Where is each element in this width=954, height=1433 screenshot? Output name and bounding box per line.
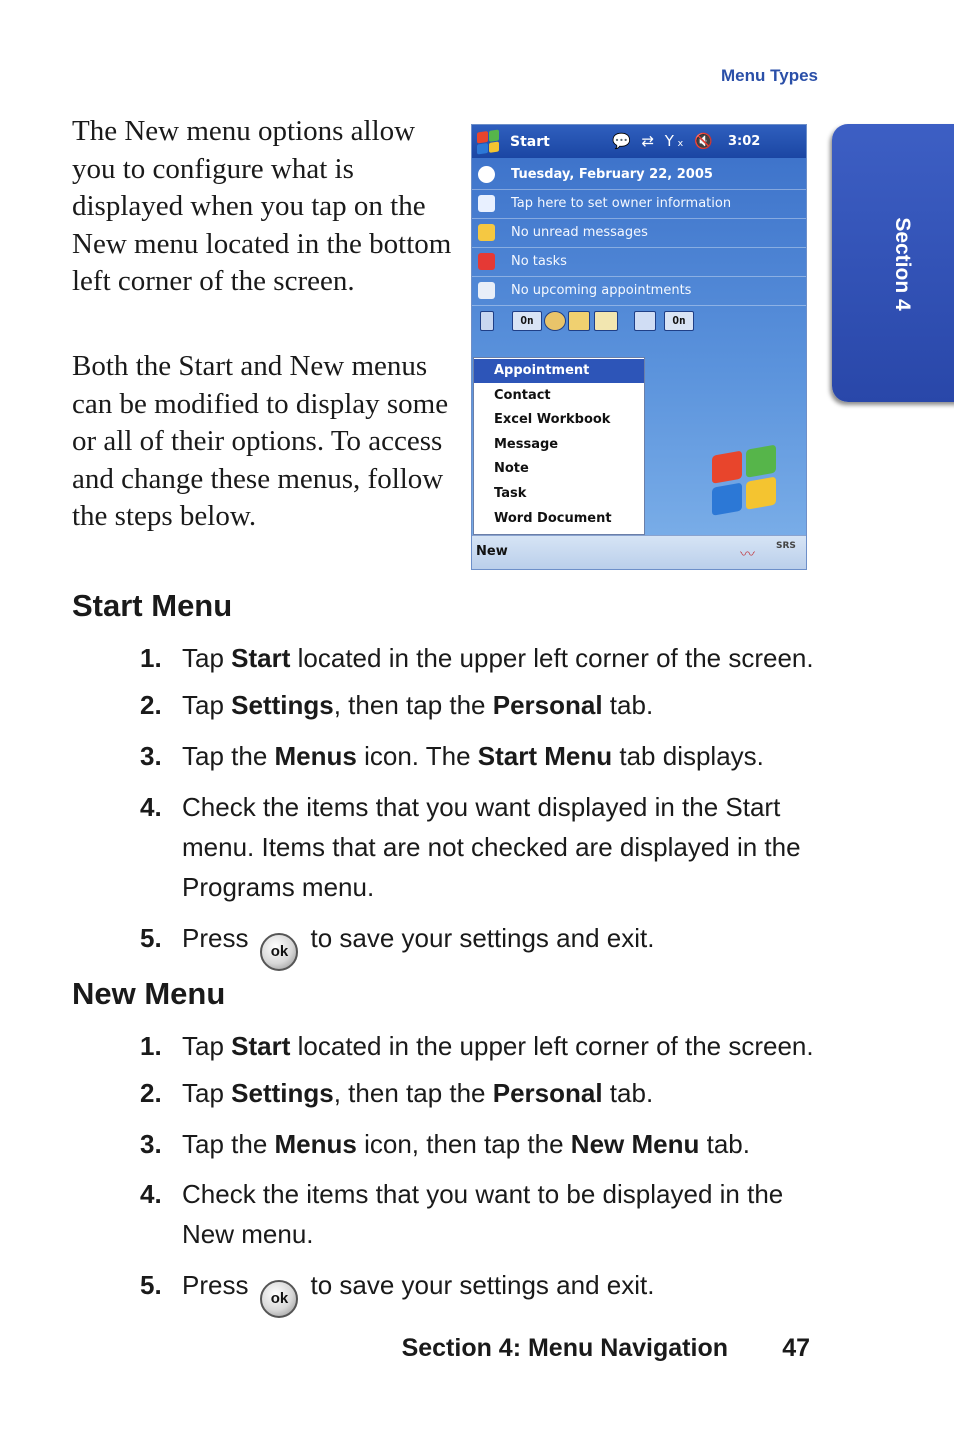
today-row-text: No unread messages	[511, 225, 648, 240]
step-number: 3.	[140, 1129, 162, 1159]
quick-settings-bar	[472, 307, 807, 333]
new-menu-item-note[interactable]: Note	[494, 461, 529, 476]
new-menu-button[interactable]: New	[476, 544, 508, 559]
calendar-icon	[478, 282, 495, 299]
today-row-text: No tasks	[511, 254, 567, 269]
section-tab	[832, 124, 954, 402]
start-label: Start	[510, 134, 550, 150]
today-row-messages	[472, 219, 807, 248]
new-menu-item-appointment[interactable]: Appointment	[474, 359, 644, 383]
globe-icon	[544, 311, 566, 331]
today-row-text: Tap here to set owner information	[511, 196, 732, 211]
start-menu-heading: Start Menu	[72, 588, 233, 623]
windows-start-icon	[477, 129, 499, 154]
step-number: 2.	[140, 690, 162, 720]
step-number: 4.	[140, 792, 162, 822]
new-menu-item-excel-workbook[interactable]: Excel Workbook	[494, 412, 611, 427]
new-menu-popup	[473, 357, 645, 535]
today-row-appointments	[472, 277, 807, 306]
running-head: Menu Types	[721, 66, 818, 85]
new-menu-item-message[interactable]: Message	[494, 437, 559, 452]
step-text: Press ok to save your settings and exit.	[182, 918, 822, 971]
on-toggle-2: On	[664, 311, 694, 331]
step-number: 3.	[140, 741, 162, 771]
intro-paragraph-2: Both the Start and New menus can be modified to display some or all of their options. To access and change these menus, follow the steps below.	[72, 350, 449, 532]
new-menu-item-word-document[interactable]: Word Document	[494, 511, 612, 526]
battery-icon	[568, 311, 590, 331]
windows-flag-logo	[712, 444, 778, 518]
ok-key-icon: ok	[260, 933, 298, 971]
step-number: 5.	[140, 923, 162, 953]
inbox-icon	[478, 224, 495, 241]
step-text: Press ok to save your settings and exit.	[182, 1265, 822, 1318]
step-text: Tap Settings, then tap the Personal tab.	[182, 690, 654, 720]
step-text: Tap the Menus icon, then tap the New Menu tab.	[182, 1129, 750, 1159]
today-row-text: No upcoming appointments	[511, 283, 692, 298]
new-menu-item-task[interactable]: Task	[494, 486, 527, 501]
step-text: Tap Start located in the upper left corner of the screen.	[182, 643, 814, 673]
step-text: Tap Settings, then tap the Personal tab.	[182, 1078, 654, 1108]
step-text: Tap the Menus icon. The Start Menu tab displays.	[182, 741, 764, 771]
new-menu-heading: New Menu	[72, 976, 226, 1011]
status-icons: 💬 ⇄ Yₓ 🔇	[612, 132, 717, 150]
clock-time: 3:02	[728, 134, 761, 149]
today-row-date	[472, 161, 807, 190]
step-number: 2.	[140, 1078, 162, 1108]
today-row-tasks	[472, 248, 807, 277]
step-number: 1.	[140, 643, 162, 673]
phone-screenshot	[471, 124, 807, 570]
today-row-text: Tuesday, February 22, 2005	[511, 167, 713, 182]
section-tab-label: Section 4	[891, 217, 914, 311]
page-number: 47	[782, 1334, 810, 1362]
step-number: 5.	[140, 1270, 162, 1300]
step-number: 1.	[140, 1031, 162, 1061]
srs-icon: SRS	[776, 541, 796, 551]
step-text: Check the items that you want displayed in the Start menu. Items that are not checked are displayed in the Programs menu.	[182, 792, 801, 902]
antenna-icon	[634, 311, 656, 331]
owner-card-icon	[478, 195, 495, 212]
bottom-menu-bar	[472, 535, 807, 570]
step-text: Check the items that you want to be displayed in the New menu.	[182, 1179, 784, 1249]
new-menu-item-contact[interactable]: Contact	[494, 388, 551, 403]
bluetooth-icon	[480, 311, 494, 331]
tasks-icon	[478, 253, 495, 270]
on-toggle-1: On	[512, 311, 542, 331]
footer-section-title: Section 4: Menu Navigation	[401, 1334, 728, 1362]
clock-icon	[478, 166, 495, 183]
step-number: 4.	[140, 1179, 162, 1209]
step-text: Tap Start located in the upper left corner of the screen.	[182, 1031, 814, 1061]
title-bar	[472, 125, 807, 158]
signal-wave-icon: 〰	[740, 545, 756, 563]
ok-key-icon: ok	[260, 1280, 298, 1318]
intro-paragraph-1: The New menu options allow you to configure what is displayed when you tap on the New menu located in the bottom left corner of the screen.	[72, 115, 452, 297]
today-row-owner	[472, 190, 807, 219]
keyboard-icon	[594, 311, 618, 331]
